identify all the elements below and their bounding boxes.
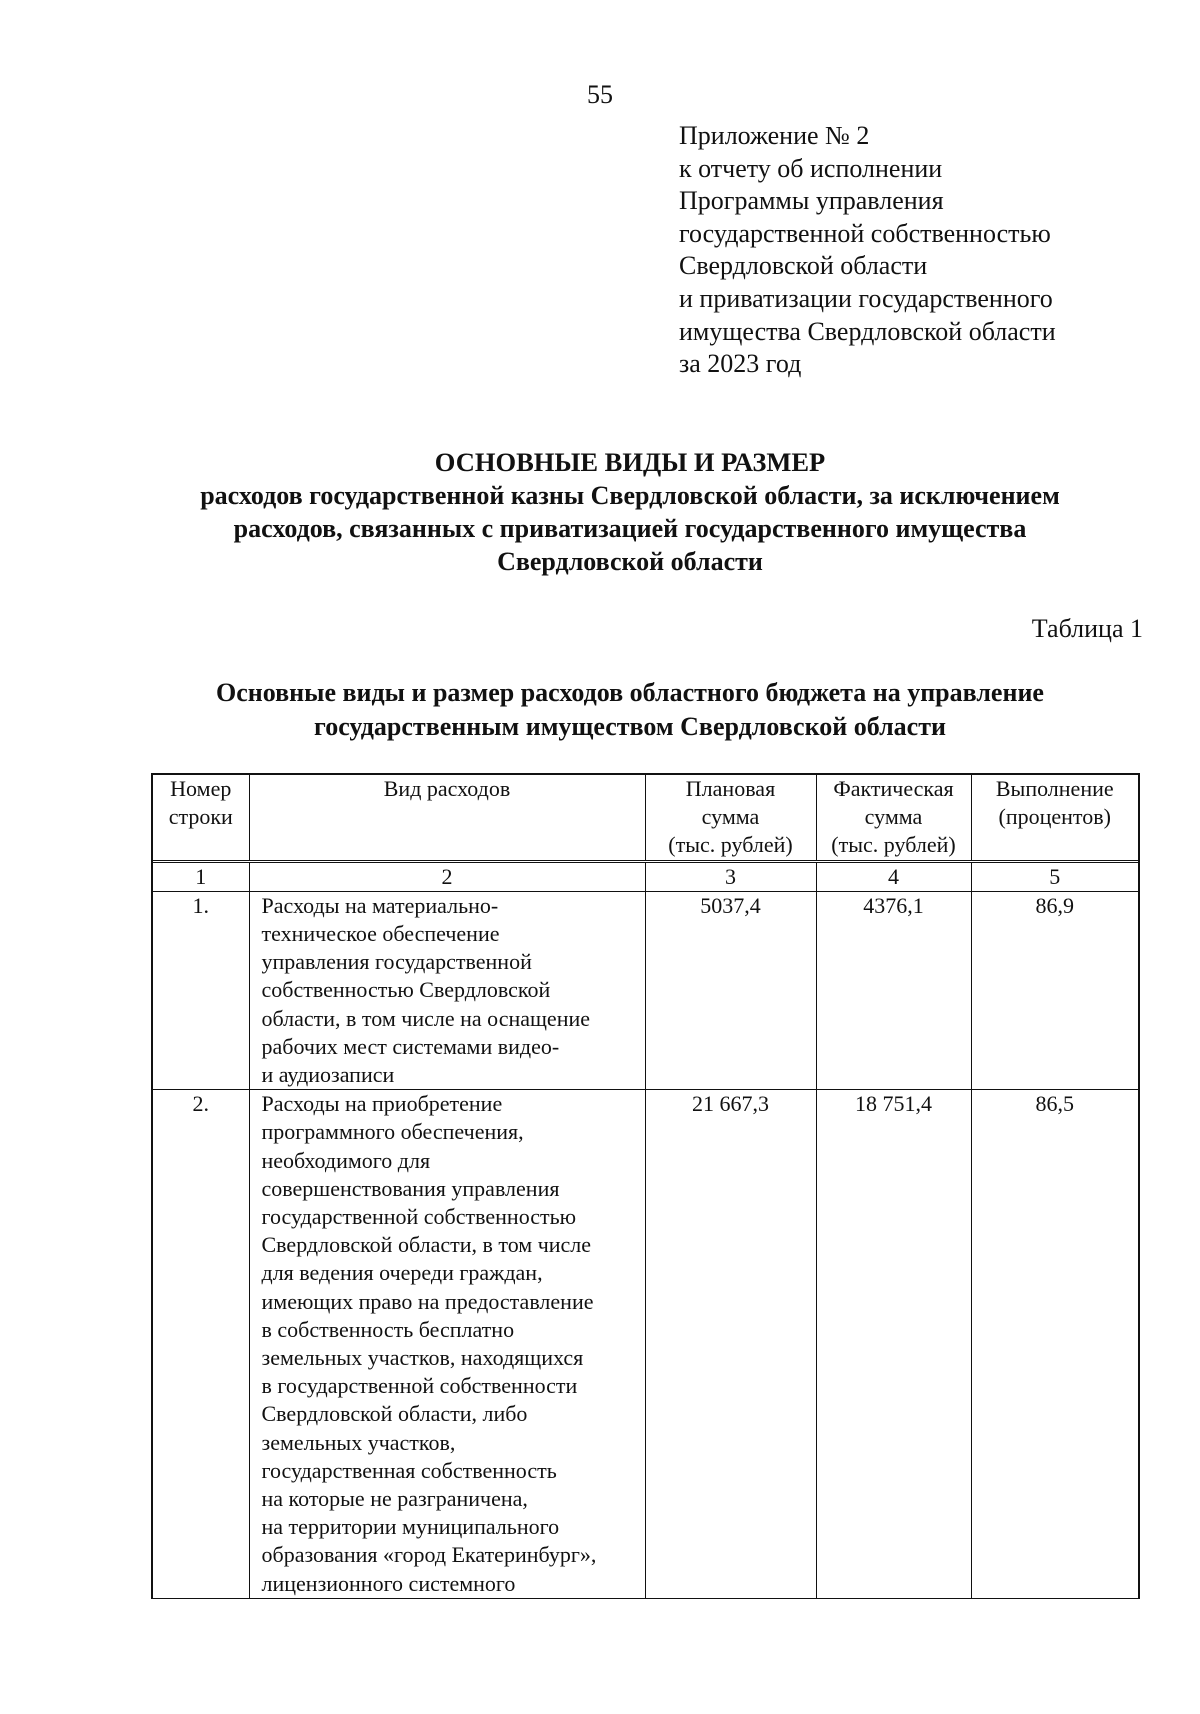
column-index-row [153,861,1138,891]
column-index: 1 [153,861,249,891]
table-header-row [153,775,1138,861]
row-actual-amount: 4376,1 [816,891,971,1089]
row-description: Расходы на материально- техническое обеспечение управления государственной собственностью Свердловской области, в том числе на оснащение рабочих мест системами видео- и аудиозаписи [249,891,645,1089]
appendix-line: Свердловской области [679,251,928,281]
appendix-line: Приложение № 2 [679,121,870,150]
header-actual-amount: Фактическая сумма (тыс. рублей) [816,775,971,861]
column-index: 5 [971,861,1138,891]
expenses-table [153,775,1138,1599]
column-index: 2 [249,861,645,891]
row-description: Расходы на приобретение программного обеспечения, необходимого для совершенствования управления государственной собственностью Свердловской области, в том числе для ведения очереди граждан, имеющих право на предоставление в собственность бесплатно земельных участков, находящихся в государственной собственности Свердловской области, либо земельных участков, государственная собственность на которые не разграничена, на территории муниципального образования «город Екатеринбург», лицензионного системного [249,1090,645,1599]
appendix-line: Программы управления [679,186,944,216]
row-planned-amount: 5037,4 [645,891,816,1089]
page-number: 55 [587,80,613,109]
document-subtitle-line: Свердловской области [497,547,763,576]
appendix-line: за 2023 год [679,349,802,379]
table-row [153,1090,1138,1599]
column-index: 4 [816,861,971,891]
row-number: 1. [153,891,249,1089]
appendix-line: имущества Свердловской области [679,316,1056,346]
header-row-number: Номер строки [153,775,249,861]
expenses-table-container [151,773,1140,1599]
row-planned-amount: 21 667,3 [645,1090,816,1599]
table-title-line: Основные виды и размер расходов областного бюджета на управление [216,678,1044,707]
row-actual-amount: 18 751,4 [816,1090,971,1599]
table-title [60,676,1200,744]
appendix-line: к отчету об исполнении [679,153,943,183]
appendix-line: государственной собственностью [679,218,1051,248]
document-subtitle-line: расходов государственной казны Свердловской области, за исключением [200,481,1060,510]
appendix-line: и приватизации государственного [679,283,1053,313]
table-label: Таблица 1 [1031,614,1143,643]
table-row [153,891,1138,1089]
row-completion-percent: 86,5 [971,1090,1138,1599]
document-title-main: ОСНОВНЫЕ ВИДЫ И РАЗМЕР [434,447,826,477]
row-number: 2. [153,1090,249,1599]
header-planned-amount: Плановая сумма (тыс. рублей) [645,775,816,861]
document-title [60,446,1200,578]
table-title-line: государственным имуществом Свердловской области [314,712,946,741]
row-completion-percent: 86,9 [971,891,1138,1089]
appendix-note [679,120,1159,381]
column-index: 3 [645,861,816,891]
header-completion-percent: Выполнение (процентов) [971,775,1138,861]
header-expense-type: Вид расходов [249,775,645,861]
document-subtitle-line: расходов, связанных с приватизацией государственного имущества [233,514,1027,543]
